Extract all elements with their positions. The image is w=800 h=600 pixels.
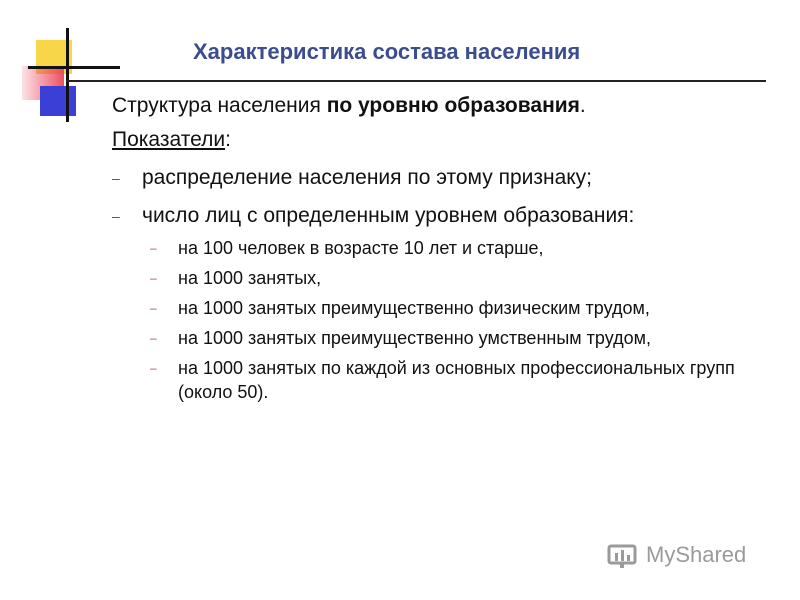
- sub-list-item: [112, 296, 772, 320]
- sub-list-item-text: на 1000 занятых преимущественно умственным трудом,: [178, 328, 651, 348]
- dash-bullet: –: [112, 170, 120, 186]
- watermark: [606, 537, 766, 573]
- vertical-line: [66, 28, 69, 122]
- indicators-colon: :: [225, 128, 231, 151]
- structure-prefix: Структура населения: [112, 94, 327, 117]
- slide-content: [112, 92, 772, 404]
- sub-list-item: [112, 326, 772, 350]
- dash-bullet: –: [150, 301, 157, 315]
- sub-list-item: [112, 266, 772, 290]
- structure-suffix: .: [579, 94, 586, 117]
- sub-list-item-text: на 1000 занятых по каждой из основных профессиональных групп (около 50).: [178, 358, 735, 402]
- slide-title: Характеристика состава населения: [193, 39, 581, 64]
- structure-bold: по уровню образования: [326, 94, 580, 117]
- blue-square: [40, 86, 76, 116]
- sub-list-item: [112, 236, 772, 260]
- myshared-logo-icon: [606, 540, 640, 570]
- horizontal-line: [28, 66, 120, 69]
- list-item-text: число лиц с определенным уровнем образования:: [142, 204, 635, 227]
- list-item: [112, 164, 772, 192]
- dash-bullet: –: [150, 241, 157, 255]
- indicators-label: Показатели: [112, 128, 226, 151]
- structure-line: [112, 92, 772, 120]
- list-item-text: распределение населения по этому признаку;: [142, 166, 593, 189]
- corner-decoration: [0, 0, 120, 140]
- dash-bullet: –: [150, 271, 157, 285]
- watermark-text: MyShared: [646, 542, 747, 567]
- sub-list-item-text: на 1000 занятых преимущественно физическим трудом,: [178, 298, 650, 318]
- dash-bullet: –: [150, 361, 157, 375]
- indicators-line: [112, 126, 772, 154]
- sub-list-item-text: на 100 человек в возрасте 10 лет и старше,: [178, 238, 544, 258]
- list-item: [112, 202, 772, 230]
- dash-bullet: –: [112, 208, 120, 224]
- sub-list-item-text: на 1000 занятых,: [178, 268, 322, 288]
- dash-bullet: –: [150, 331, 157, 345]
- sub-list-item: [112, 356, 772, 404]
- title-divider: [66, 80, 766, 82]
